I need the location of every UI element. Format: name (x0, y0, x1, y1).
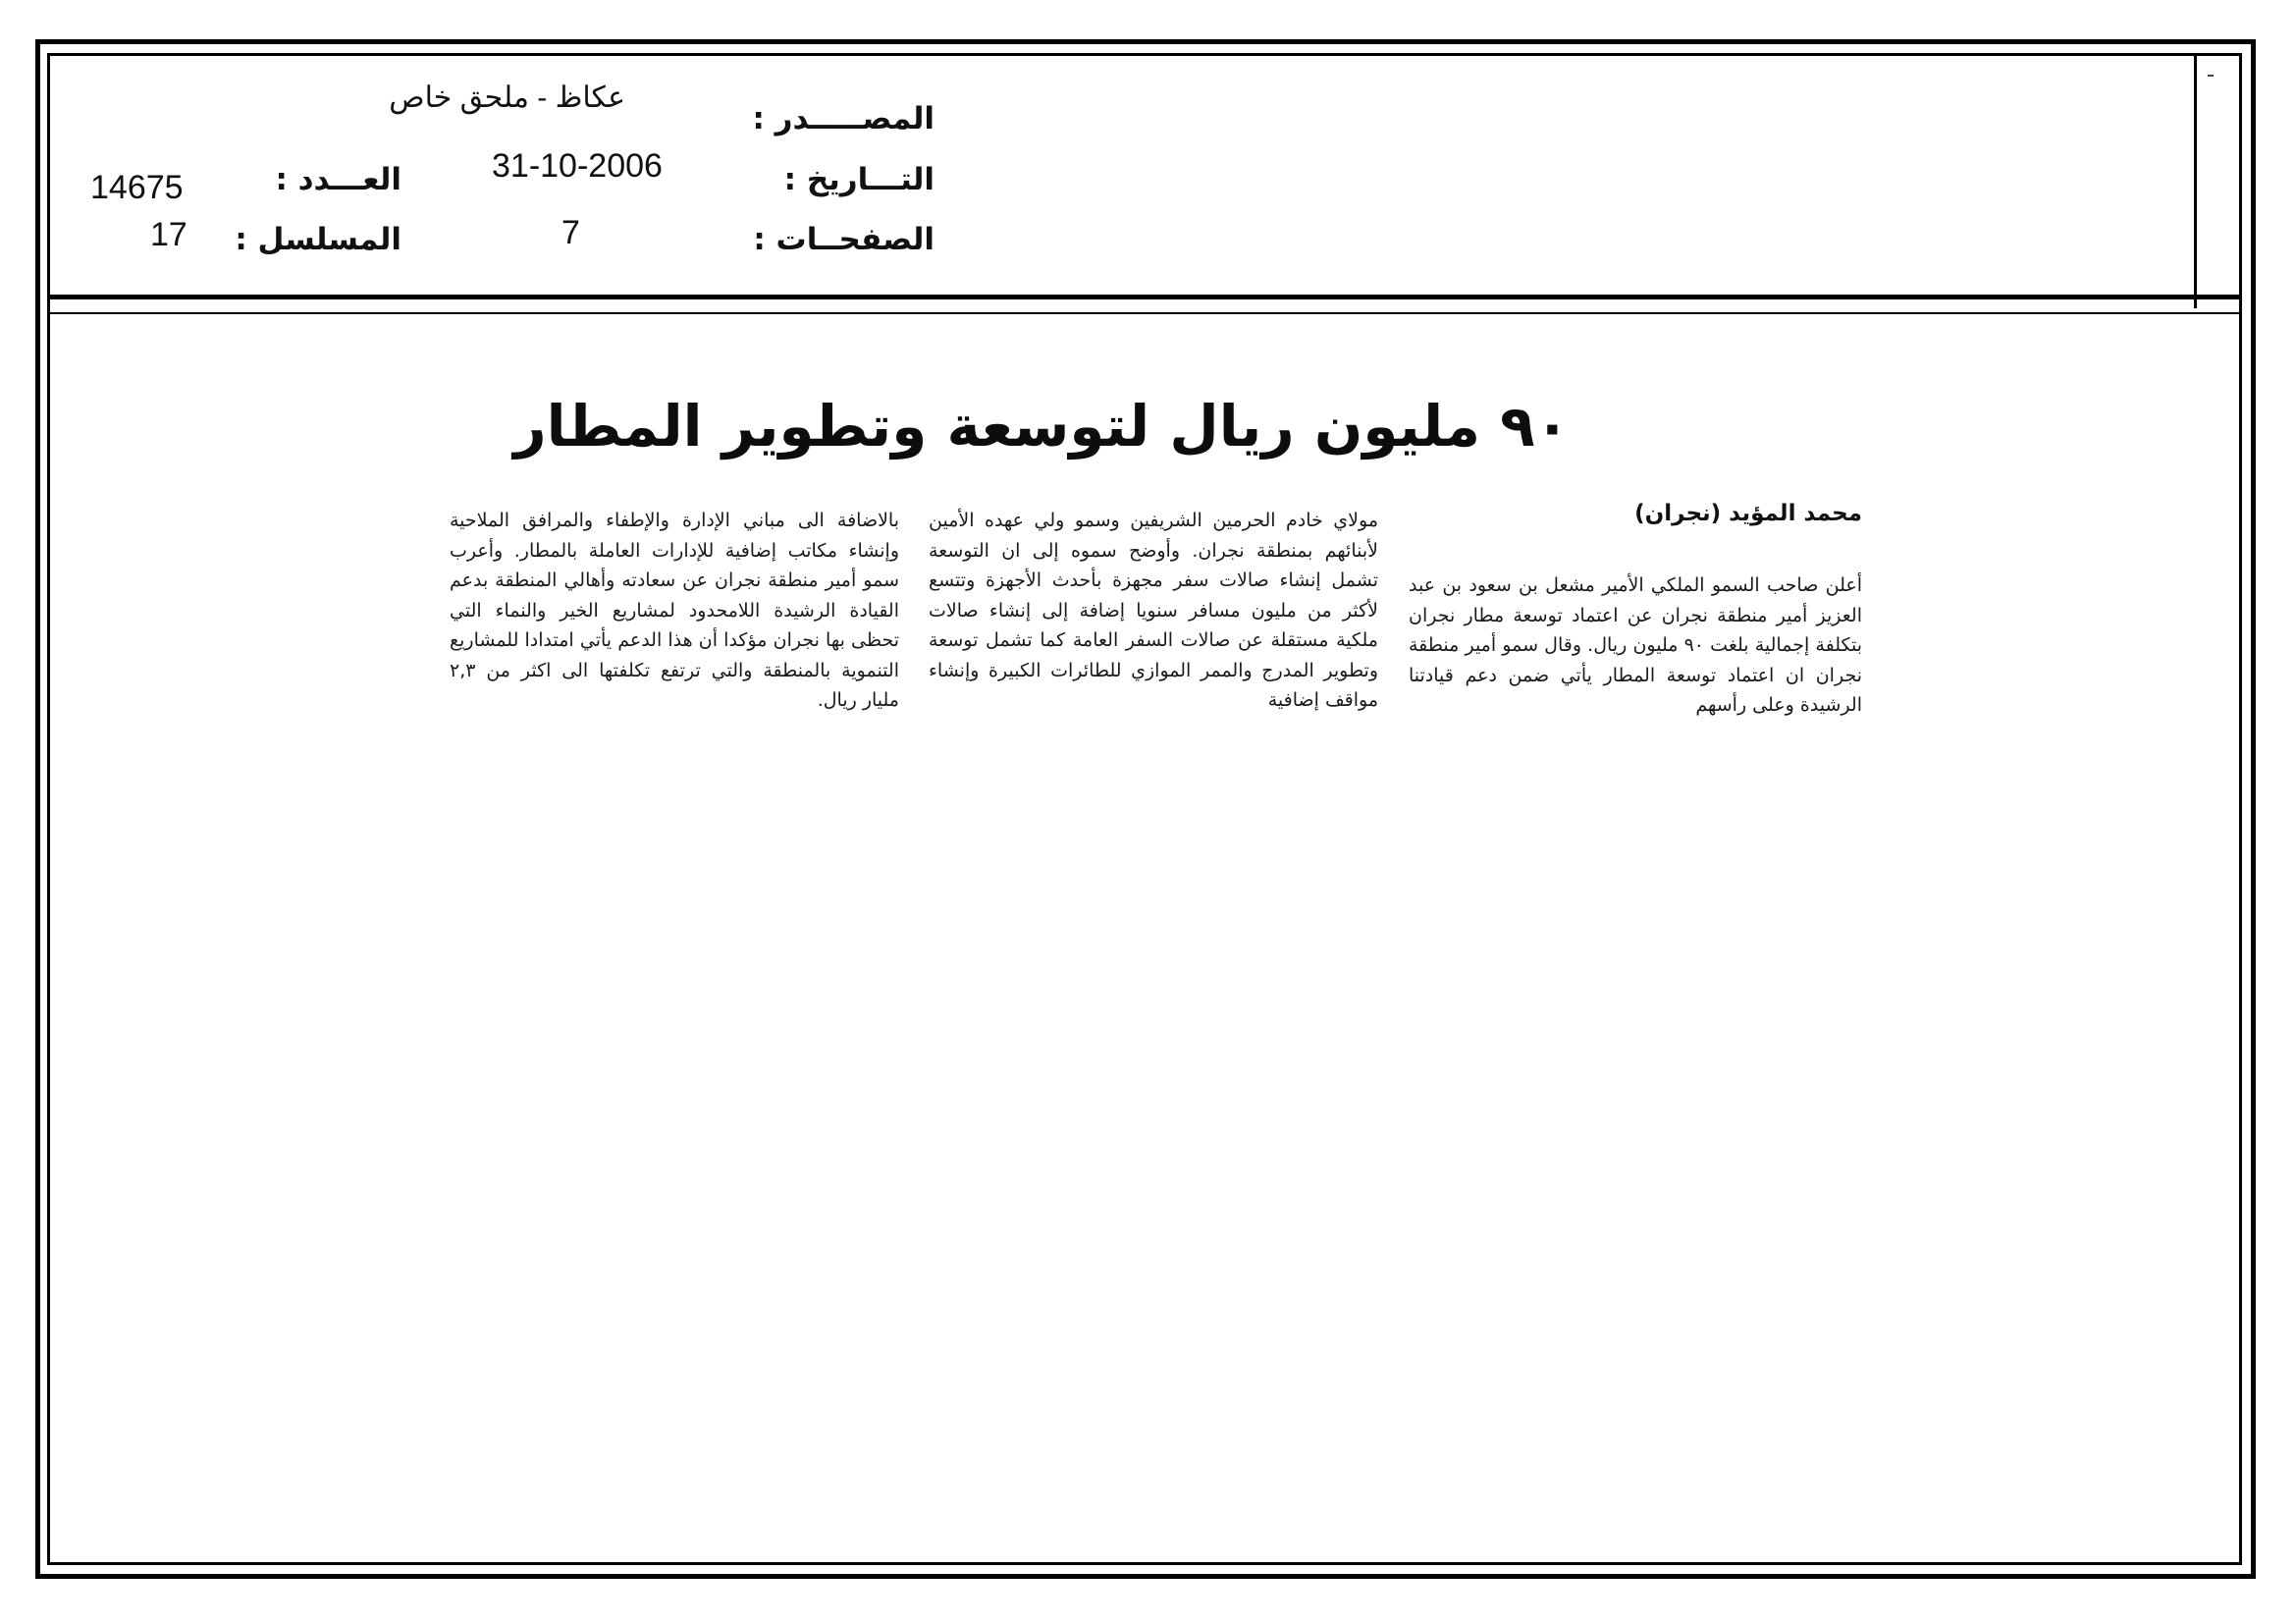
article-headline: ٩٠ مليون ريال لتوسعة وتطوير المطار (513, 393, 1570, 460)
source-label: المصـــــدر : (752, 101, 934, 136)
pages-label: الصفحــات : (753, 222, 934, 257)
header-divider (47, 295, 2242, 299)
scan-speck (2208, 75, 2214, 77)
page-inner-border (47, 53, 2242, 1565)
article-column-1 (1409, 570, 1862, 721)
date-label: التـــاريخ : (783, 162, 934, 197)
issue-label: العـــدد : (275, 162, 401, 197)
source-value: عكاظ - ملحق خاص (389, 81, 625, 114)
serial-value: 17 (150, 216, 187, 253)
column-3-text: بالاضافة الى مباني الإدارة والإطفاء والمرافق الملاحية وإنشاء مكاتب إضافية للإدارات العاملة بالمطار. وأعرب سمو أمير منطقة نجران عن سعادته وأهالي المنطقة بدعم القيادة الرشيدة اللامحدود لمشاريع الخير والنماء التي تحظى بها نجران مؤكدا أن هذا الدعم يأتي امتدادا للمشاريع التنموية بالمنطقة والتي ترتفع تكلفتها الى اكثر من ٢,٣ مليار ريال. (450, 510, 899, 711)
column-1-text: أعلن صاحب السمو الملكي الأمير مشعل بن سعود بن عبد العزيز أمير منطقة نجران عن اعتماد توسعة مطار نجران بتكلفة إجمالية بلغت ٩٠ مليون ريال. وقال سمو أمير منطقة نجران ان اعتماد توسعة المطار يأتي ضمن دعم قيادتنا الرشيدة وعلى رأسهم (1409, 574, 1862, 716)
date-value: 31-10-2006 (492, 147, 663, 185)
article-byline: محمد المؤيد (نجران) (1634, 501, 1862, 526)
header-divider-thin (47, 312, 2242, 314)
pages-value: 7 (561, 214, 580, 251)
column-2-text: مولاي خادم الحرمين الشريفين وسمو ولي عهده الأمين لأبنائهم بمنطقة نجران. وأوضح سموه إلى ان التوسعة تشمل إنشاء صالات سفر مجهزة بأحدث الأجهزة وتتسع لأكثر من مليون مسافر سنويا إضافة إلى إنشاء صالات ملكية مستقلة عن صالات السفر العامة كما تشمل توسعة وتطوير المدرج والممر الموازي للطائرات الكبيرة وإنشاء مواقف إضافية (929, 510, 1378, 711)
issue-value: 14675 (90, 169, 184, 206)
header-right-rule (2194, 53, 2197, 308)
article-column-3 (450, 506, 899, 716)
serial-label: المسلسل : (235, 222, 401, 257)
article-column-2 (929, 506, 1378, 716)
